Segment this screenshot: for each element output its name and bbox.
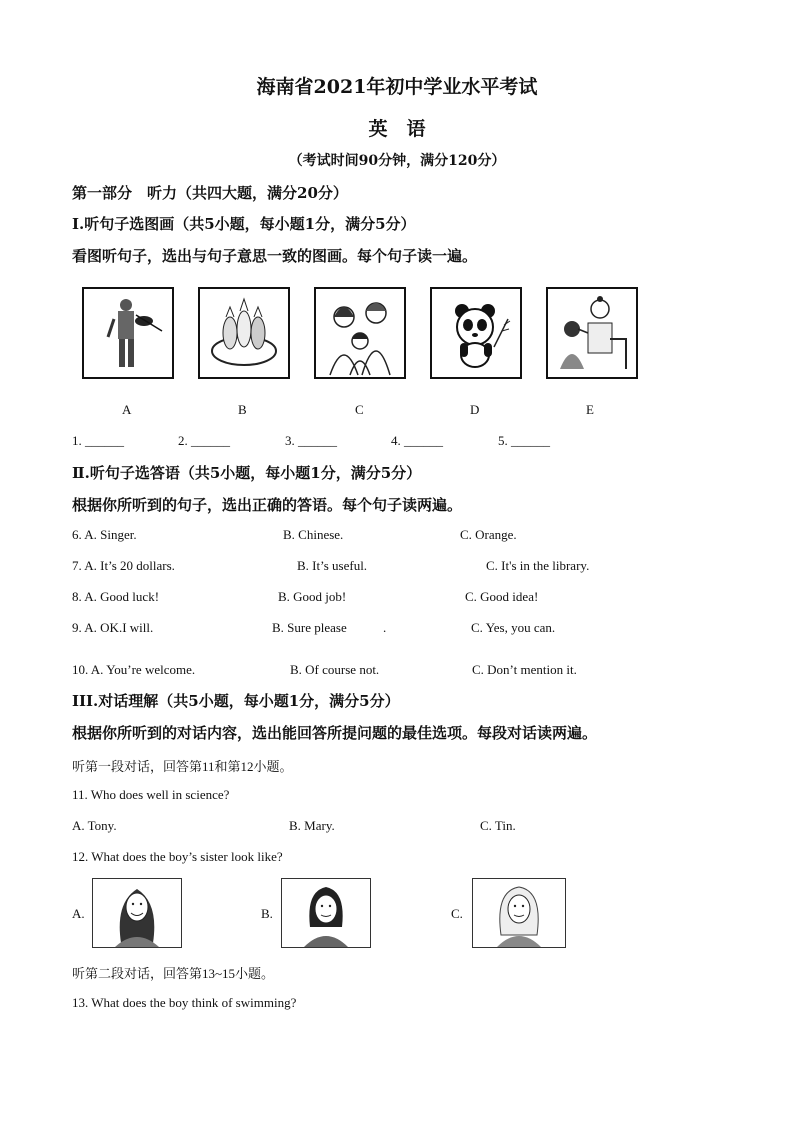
q6-option-a: 6. A. Singer. — [72, 527, 137, 542]
q10-option-a: 10. A. You’re welcome. — [72, 662, 196, 677]
answer-blank-1[interactable]: 1. ______ — [72, 433, 124, 448]
q12-stem: 12. What does the boy’s sister look like? — [72, 849, 283, 864]
q6-option-c: C. Orange. — [460, 527, 517, 542]
q8-option-a: 8. A. Good luck! — [72, 589, 160, 604]
part1-heading: 第一部分 听力（共四大题，满分20分） — [72, 184, 348, 202]
picture-label-e: E — [586, 402, 594, 417]
q12-option-a-label: A. — [72, 906, 85, 921]
q9-option-c: C. Yes, you can. — [471, 620, 556, 635]
subject-title: 英 语 — [368, 118, 426, 140]
q10-option-b: B. Of course not. — [290, 662, 380, 677]
q11-option-a: A. Tony. — [72, 818, 117, 833]
girl-long-dark-hair-icon — [93, 879, 181, 947]
q10-option-c: C. Don’t mention it. — [472, 662, 577, 677]
answer-blank-3[interactable]: 3. ______ — [285, 433, 337, 448]
dialog2-instruction: 听第二段对话，回答第13~15小题。 — [72, 966, 275, 981]
panda-icon — [432, 289, 520, 377]
q9-option-b: B. Sure please — [272, 620, 347, 635]
section1-heading: Ⅰ.听句子选图画（共5小题，每小题1分，满分5分） — [72, 215, 416, 233]
doctor-icon — [548, 289, 636, 377]
q8-option-c: C. Good idea! — [465, 589, 539, 604]
q12-picture-a — [92, 878, 182, 948]
family-icon — [316, 289, 404, 377]
q13-stem: 13. What does the boy think of swimming? — [72, 995, 297, 1010]
q12-picture-b — [281, 878, 371, 948]
q11-stem: 11. Who does well in science? — [72, 787, 230, 802]
q9-option-a: 9. A. OK.I will. — [72, 620, 154, 635]
q12-option-b-label: B. — [261, 906, 273, 921]
q9-option-b-period: . — [383, 620, 387, 635]
q11-option-c: C. Tin. — [480, 818, 516, 833]
section2-heading: Ⅱ.听句子选答语（共5小题，每小题1分，满分5分） — [72, 464, 422, 482]
section3-instruction: 根据你所听到的对话内容，选出能回答所提问题的最佳选项。每段对话读两遍。 — [72, 724, 598, 742]
q7-option-b: B. It’s useful. — [297, 558, 368, 573]
section2-instruction: 根据你所听到的句子，选出正确的答语。每个句子读两遍。 — [72, 496, 463, 514]
vegetables-icon — [200, 289, 288, 377]
answer-blank-2[interactable]: 2. ______ — [178, 433, 230, 448]
exam-title: 海南省2021年初中学业水平考试 — [256, 76, 538, 98]
q11-option-b: B. Mary. — [289, 818, 335, 833]
section3-heading: III.对话理解（共5小题，每小题1分，满分5分） — [72, 692, 400, 710]
picture-c — [314, 287, 406, 379]
picture-label-d: D — [470, 402, 480, 417]
q8-option-b: B. Good job! — [278, 589, 347, 604]
answer-blank-4[interactable]: 4. ______ — [391, 433, 443, 448]
picture-d — [430, 287, 522, 379]
picture-label-b: B — [238, 402, 247, 417]
girl-short-dark-hair-icon — [282, 879, 370, 947]
q7-option-c: C. It's in the library. — [486, 558, 590, 573]
violinist-icon — [84, 289, 172, 377]
picture-label-a: A — [122, 402, 132, 417]
girl-blonde-hair-icon — [473, 879, 565, 947]
answer-blank-5[interactable]: 5. ______ — [498, 433, 550, 448]
picture-b — [198, 287, 290, 379]
section1-instruction: 看图听句子，选出与句子意思一致的图画。每个句子读一遍。 — [72, 247, 478, 265]
q7-option-a: 7. A. It’s 20 dollars. — [72, 558, 175, 573]
picture-e — [546, 287, 638, 379]
q6-option-b: B. Chinese. — [283, 527, 344, 542]
dialog1-instruction: 听第一段对话，回答第11和第12小题。 — [72, 759, 293, 774]
q12-option-c-label: C. — [451, 906, 463, 921]
exam-info: （考试时间90分钟，满分120分） — [288, 153, 506, 169]
q12-picture-c — [472, 878, 566, 948]
picture-label-c: C — [355, 402, 364, 417]
picture-a — [82, 287, 174, 379]
